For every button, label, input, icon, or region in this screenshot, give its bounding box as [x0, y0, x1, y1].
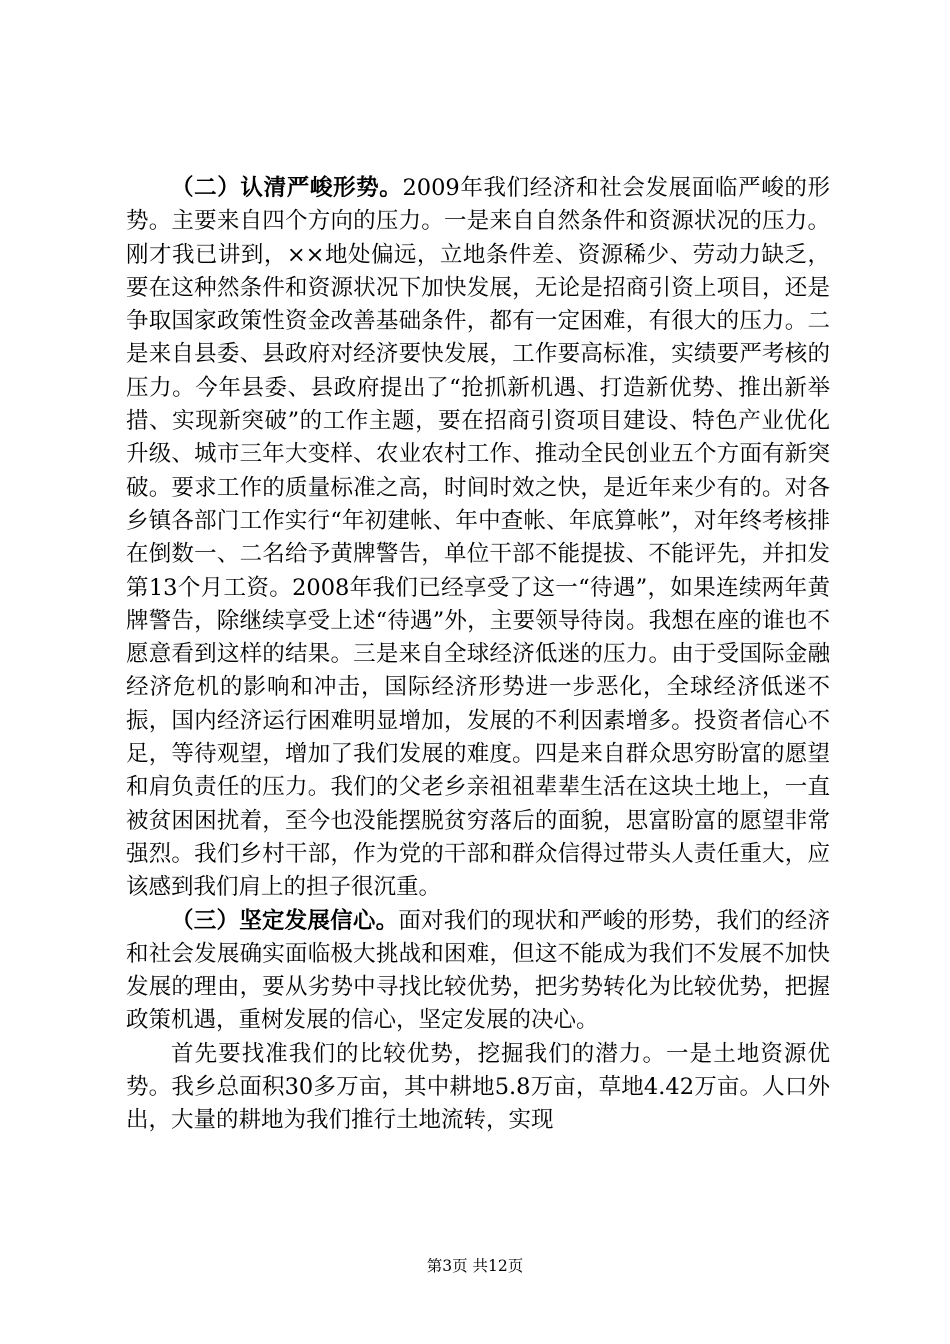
paragraph-comparative-advantage: [126, 1038, 830, 1138]
paragraph-severe-situation: [126, 172, 830, 905]
paragraph-text: 2009年我们经济和社会发展面临严峻的形势。主要来自四个方向的压力。一是来自自然条件和资源状况的压力。刚才我已讲到，××地处偏远，立地条件差、资源稀少、劳动力缺乏，要在这种然条件和资源状况下加快发展，无论是招商引资上项目，还是争取国家政策性资金改善基础条件，都有一定困难，有很大的压力。二是来自县委、县政府对经济要快发展，工作要高标准，实绩要严考核的压力。今年县委、县政府提出了“抢抓新机遇、打造新优势、推出新举措、实现新突破”的工作主题，要在招商引资项目建设、特色产业优化升级、城市三年大变样、农业农村工作、推动全民创业五个方面有新突破。要求工作的质量标准之高，时间时效之快，是近年来少有的。对各乡镇各部门工作实行“年初建帐、年中查帐、年底算帐”，对年终考核排在倒数一、二名给予黄牌警告，单位干部不能提拔、不能评先，并扣发第13个月工资。2008年我们已经享受了这一“待遇”，如果连续两年黄牌警告，除继续享受上述“待遇”外，主要领导待岗。我想在座的谁也不愿意看到这样的结果。三是来自全球经济低迷的压力。由于受国际金融经济危机的影响和冲击，国际经济形势进一步恶化，全球经济低迷不振，国内经济运行困难明显增加，发展的不利因素增多。投资者信心不足，等待观望，增加了我们发展的难度。四是来自群众思穷盼富的愿望和肩负责任的压力。我们的父老乡亲祖祖辈辈生活在这块土地上，一直被贫困困扰着，至今也没能摆脱贫穷落后的面貌，思富盼富的愿望非常强烈。我们乡村干部，作为党的干部和群众信得过带头人责任重大，应该感到我们肩上的担子很沉重。: [126, 175, 830, 901]
document-body: [126, 172, 830, 1138]
page-footer: 第3页 共12页: [426, 1257, 524, 1275]
paragraph-development-confidence: [126, 905, 830, 1038]
section-heading-3: （三）坚定发展信心。: [171, 907, 399, 934]
paragraph-text: 面对我们的现状和严峻的形势，我们的经济和社会发展确实面临极大挑战和困难，但这不能成为我们不发展不加快发展的理由，要从劣势中寻找比较优势，把劣势转化为比较优势，把握政策机遇，重树发展的信心，坚定发展的决心。: [126, 907, 830, 1034]
paragraph-text: 首先要找准我们的比较优势，挖掘我们的潜力。一是土地资源优势。我乡总面积30多万亩，其中耕地5.8万亩，草地4.42万亩。人口外出，大量的耕地为我们推行土地流转，实现: [126, 1040, 830, 1134]
section-heading-2: （二）认清严峻形势。: [171, 175, 403, 201]
